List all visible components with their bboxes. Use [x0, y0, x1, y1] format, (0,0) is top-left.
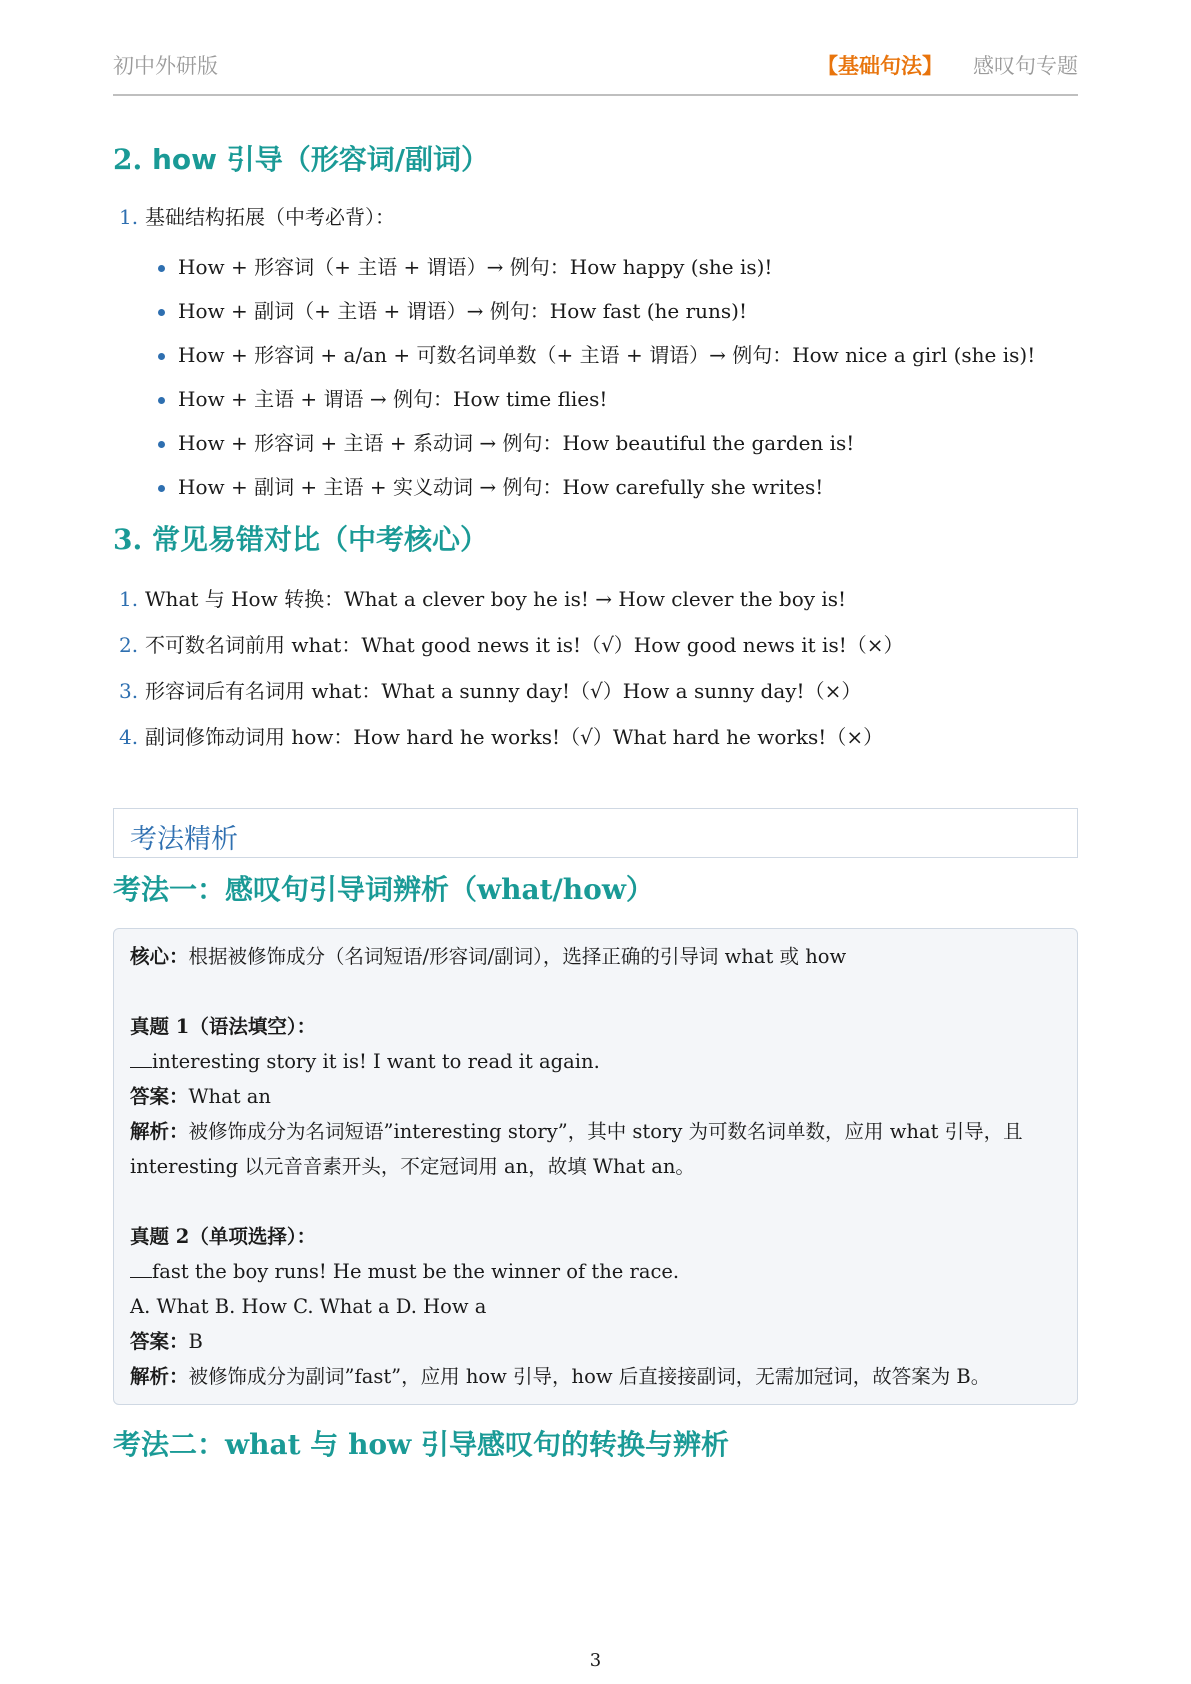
bullet-item: How + 形容词 + a/an + 可数名词单数（+ 主语 + 谓语）→ 例句：How nice a girl (she is)!: [158, 340, 1078, 370]
answer-blank: [130, 1258, 152, 1278]
question-2-title: 真题 2（单项选择）：: [130, 1225, 317, 1248]
structure-bullets: [158, 252, 1078, 502]
section-2-heading: 2. how 引导（形容词/副词）: [113, 143, 489, 176]
section-3-list: [113, 584, 1078, 752]
question-2-answer: 答案：B: [130, 1330, 203, 1353]
example-box: [113, 928, 1078, 1405]
bullet-item: How + 主语 + 谓语 → 例句：How time flies!: [158, 384, 1078, 414]
bullet-item: How + 副词 + 主语 + 实义动词 → 例句：How carefully she writes!: [158, 472, 1078, 502]
section-3-heading: 3. 常见易错对比（中考核心）: [113, 523, 488, 556]
bullet-item: How + 形容词（+ 主语 + 谓语）→ 例句：How happy (she is)!: [158, 252, 1078, 282]
question-2-text: fast the boy runs! He must be the winner of the race.: [130, 1254, 1061, 1289]
kaofa-section-title: 考法精析: [130, 824, 238, 855]
question-1-title: 真题 1（语法填空）：: [130, 1015, 317, 1038]
list-item: 3. 形容词后有名词用 what：What a sunny day!（√）How a sunny day!（×）: [119, 679, 862, 703]
list-item: 1. What 与 How 转换：What a clever boy he is! → How clever the boy is!: [119, 587, 847, 611]
question-1-explanation: 解析：被修饰成分为名词短语”interesting story”，其中 story 为可数名词单数，应用 what 引导，且 interesting 以元音音素开头，不定冠词用 an，故填 What an。: [130, 1120, 1023, 1178]
core-line: 核心：根据被修饰成分（名词短语/形容词/副词），选择正确的引导词 what 或 how: [130, 945, 847, 968]
kaofa-1-heading: 考法一：感叹句引导词辨析（what/how）: [113, 873, 654, 906]
question-2-explanation: 解析：被修饰成分为副词”fast”，应用 how 引导，how 后直接接副词，无需加冠词，故答案为 B。: [130, 1365, 991, 1388]
bullet-item: How + 形容词 + 主语 + 系动词 → 例句：How beautiful the garden is!: [158, 428, 1078, 458]
list-item: 4. 副词修饰动词用 how：How hard he works!（√）What hard he works!（×）: [119, 725, 884, 749]
page-content: [113, 136, 1078, 1467]
list-item: 1. 基础结构拓展（中考必背）：: [119, 205, 395, 229]
answer-blank: [130, 1048, 152, 1068]
list-item: 2. 不可数名词前用 what：What good news it is!（√）How good news it is!（×）: [119, 633, 904, 657]
header-tag: 【基础句法】: [817, 54, 943, 78]
kaofa-section-box: [113, 808, 1078, 858]
bullet-item: How + 副词（+ 主语 + 谓语）→ 例句：How fast (he runs)!: [158, 296, 1078, 326]
page-number: 3: [589, 1650, 602, 1671]
header-right: [817, 50, 1078, 80]
question-1-text: interesting story it is! I want to read it again.: [130, 1044, 1061, 1079]
question-1-answer: 答案：What an: [130, 1085, 271, 1108]
kaofa-2-heading: 考法二：what 与 how 引导感叹句的转换与辨析: [113, 1428, 729, 1461]
page-header: [113, 44, 1078, 96]
section-2-list: [113, 202, 1078, 232]
question-2-options: A. What B. How C. What a D. How a: [130, 1295, 487, 1318]
header-series: 初中外研版: [113, 54, 218, 78]
header-topic: 感叹句专题: [973, 54, 1078, 78]
